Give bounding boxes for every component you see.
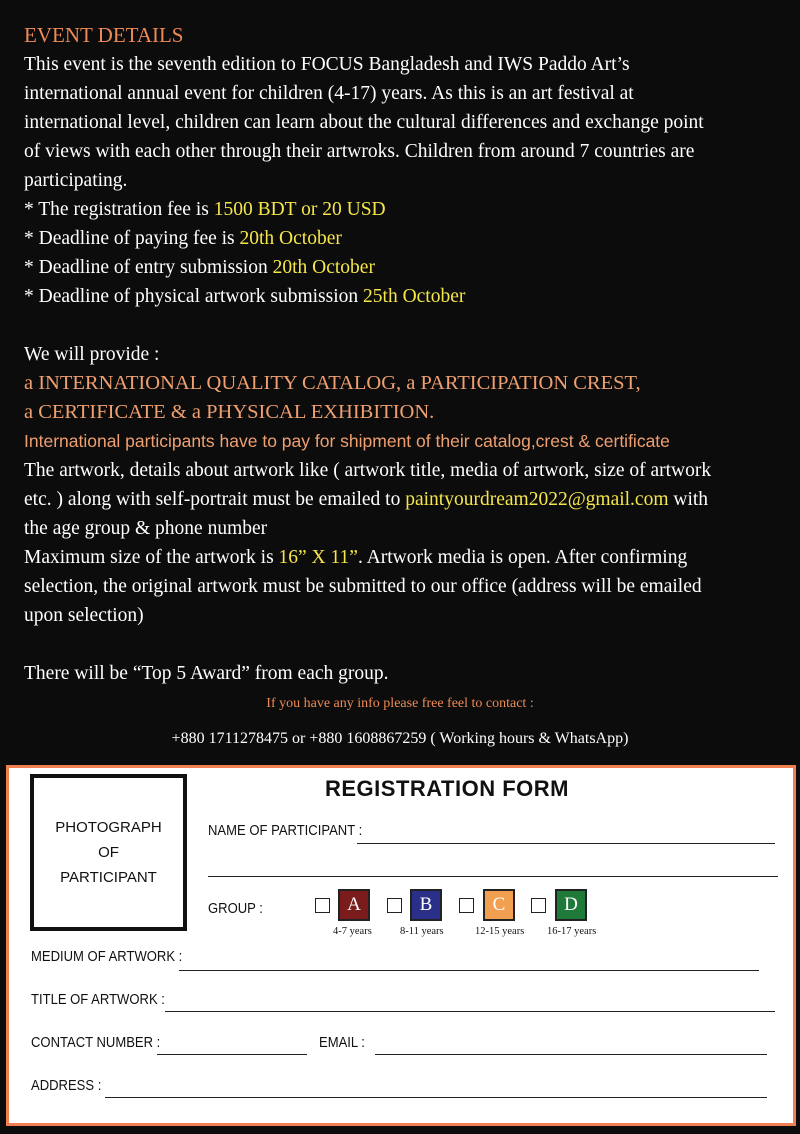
bullet-highlight: 1500 BDT or 20 USD (213, 199, 386, 220)
group-b-age: 8-11 years (400, 926, 444, 937)
name-field[interactable] (357, 843, 775, 844)
event-paragraph-line: participating. (24, 170, 128, 191)
photo-label-line: OF (98, 844, 119, 861)
event-paragraph-line: international level, children can learn about the cultural differences and exchange point (24, 112, 704, 133)
bullet-highlight: 20th October (272, 257, 375, 278)
group-a-badge: A (338, 889, 370, 921)
size-text: . Artwork media is open. After confirming (357, 547, 688, 568)
size-line: upon selection) (24, 605, 144, 626)
provide-line: a CERTIFICATE & a PHYSICAL EXHIBITION. (24, 401, 435, 423)
bullet-highlight: 25th October (363, 286, 466, 307)
name-label: NAME OF PARTICIPANT : (208, 823, 363, 839)
artwork-text: with (668, 489, 709, 510)
award-line: There will be “Top 5 Award” from each group. (24, 663, 389, 684)
address-field[interactable] (105, 1097, 767, 1098)
artwork-details-line: The artwork, details about artwork like ( artwork title, media of artwork, size of artwork (24, 460, 712, 481)
contact-number-label: CONTACT NUMBER : (31, 1035, 161, 1051)
group-c-checkbox[interactable] (459, 898, 474, 913)
group-b-checkbox[interactable] (387, 898, 402, 913)
group-b-badge: B (410, 889, 442, 921)
contact-note: If you have any info please free feel to contact : (266, 696, 534, 711)
bullet-text: * Deadline of physical artwork submission (24, 286, 364, 307)
artwork-title-label: TITLE OF ARTWORK : (31, 992, 165, 1008)
group-d-badge: D (555, 889, 587, 921)
bullet-text: * Deadline of entry submission (24, 257, 273, 278)
address-label: ADDRESS : (31, 1078, 102, 1094)
contact-number-field[interactable] (157, 1054, 307, 1055)
physical-deadline-bullet (24, 282, 465, 311)
provide-line: a INTERNATIONAL QUALITY CATALOG, a PARTICIPATION CREST, (24, 372, 641, 394)
bullet-text: * Deadline of paying fee is (24, 228, 240, 249)
photo-placeholder[interactable] (30, 774, 187, 931)
event-paragraph-line: of views with each other through their artwroks. Children from around 7 countries are (24, 141, 695, 162)
group-d-checkbox[interactable] (531, 898, 546, 913)
event-paragraph-line: international annual event for children (4-17) years. As this is an art festival at (24, 83, 634, 104)
registration-form (6, 765, 796, 1126)
size-value: 16” X 11” (278, 547, 358, 568)
size-line (24, 543, 687, 572)
provide-intro: We will provide : (24, 344, 160, 365)
artwork-details-line (24, 485, 708, 514)
artwork-text: etc. ) along with self-portrait must be emailed to (24, 489, 406, 510)
fee-bullet (24, 195, 386, 224)
artwork-details-line: the age group & phone number (24, 518, 268, 539)
email-field[interactable] (375, 1054, 767, 1055)
event-heading: EVENT DETAILS (24, 23, 184, 47)
group-d-age: 16-17 years (547, 926, 597, 937)
medium-label: MEDIUM OF ARTWORK : (31, 949, 183, 965)
name-field-continued[interactable] (208, 876, 778, 877)
event-paragraph-line: This event is the seventh edition to FOCUS Bangladesh and IWS Paddo Art’s (24, 54, 630, 75)
email-label: EMAIL : (319, 1035, 365, 1051)
group-a-age: 4-7 years (333, 926, 372, 937)
group-c-badge: C (483, 889, 515, 921)
bullet-text: * The registration fee is (24, 199, 214, 220)
group-a-checkbox[interactable] (315, 898, 330, 913)
form-title: REGISTRATION FORM (325, 776, 569, 801)
fee-deadline-bullet (24, 224, 342, 253)
size-text: Maximum size of the artwork is (24, 547, 279, 568)
artwork-title-field[interactable] (165, 1011, 775, 1012)
group-label: GROUP : (208, 901, 263, 917)
international-note: International participants have to pay for shipment of their catalog,crest & certificate (24, 431, 670, 451)
phone-numbers: +880 1711278475 or +880 1608867259 ( Working hours & WhatsApp) (171, 730, 629, 747)
medium-field[interactable] (179, 970, 759, 971)
photo-label-line: PARTICIPANT (60, 869, 157, 886)
contact-email[interactable]: paintyourdream2022@gmail.com (405, 489, 669, 510)
group-c-age: 12-15 years (475, 926, 525, 937)
bullet-highlight: 20th October (239, 228, 342, 249)
entry-deadline-bullet (24, 253, 375, 282)
photo-label-line: PHOTOGRAPH (55, 819, 162, 836)
size-line: selection, the original artwork must be submitted to our office (address will be emailed (24, 576, 702, 597)
